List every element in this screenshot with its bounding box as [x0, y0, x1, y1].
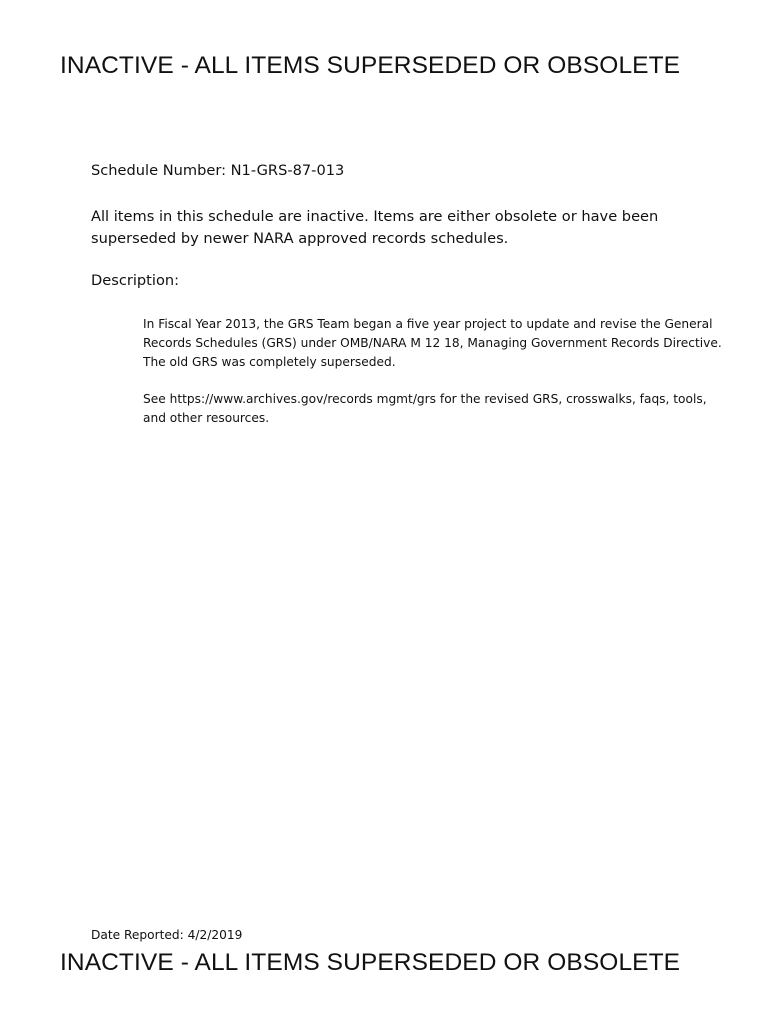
- description-label: Description:: [91, 272, 180, 289]
- inactive-banner-top: INACTIVE - ALL ITEMS SUPERSEDED OR OBSOLETE: [60, 52, 681, 79]
- description-paragraph-resources: See https://www.archives.gov/records mgmt/grs for the revised GRS, crosswalks, faqs, tools, and other resources.: [143, 392, 707, 425]
- schedule-number: Schedule Number: N1-GRS-87-013: [91, 162, 345, 179]
- inactive-banner-bottom: INACTIVE - ALL ITEMS SUPERSEDED OR OBSOLETE: [60, 949, 681, 976]
- date-reported: Date Reported: 4/2/2019: [91, 928, 243, 942]
- description-paragraph-fiscal-year: In Fiscal Year 2013, the GRS Team began a five year project to update and revise the General Records Schedules (GRS) under OMB/NARA M 12 18, Managing Government Records Directive. The old GRS was completely superseded.: [143, 317, 722, 369]
- inactive-notice: All items in this schedule are inactive. Items are either obsolete or have been superseded by newer NARA approved records schedules.: [91, 208, 659, 247]
